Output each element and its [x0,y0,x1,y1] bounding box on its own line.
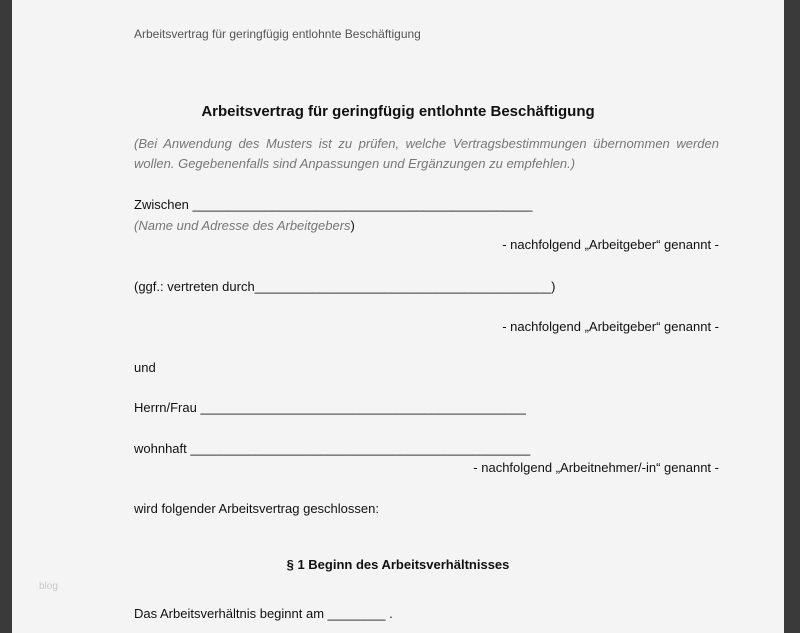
herrn-frau-line: Herrn/Frau _____________________________________________ [134,400,526,415]
document-title: Arbeitsvertrag für geringfügig entlohnte Beschäftigung [201,103,595,120]
beginn-line: Das Arbeitsverhältnis beginnt am ________ . [134,606,393,621]
wohnhaft-line: wohnhaft _______________________________________________ [134,441,531,456]
section-1-heading: § 1 Beginn des Arbeitsverhältnisses [286,557,510,572]
arbeitgeber-hint-paren: ) [350,218,355,233]
nachfolgend-arbeitgeber-2: - nachfolgend „Arbeitgeber“ genannt - [502,319,719,334]
vertreten-line: (ggf.: vertreten durch_________________________________________) [134,279,556,294]
geschlossen-text: wird folgender Arbeitsvertrag geschlossen: [134,501,379,516]
nachfolgend-arbeitnehmer: - nachfolgend „Arbeitnehmer/-in“ genannt - [473,460,719,475]
arbeitgeber-hint [134,218,355,233]
document-header: Arbeitsvertrag für geringfügig entlohnte Beschäftigung [134,27,421,41]
nachfolgend-arbeitgeber-1: - nachfolgend „Arbeitgeber“ genannt - [502,237,719,252]
und-text: und [134,360,156,375]
document-page [12,0,784,633]
blog-watermark: blog [39,581,58,592]
arbeitgeber-hint-text: (Name und Adresse des Arbeitgebers [134,218,351,233]
usage-note: (Bei Anwendung des Musters ist zu prüfen, welche Vertragsbestimmungen übernommen werden wollen. Gegebenenfalls sind Anpassungen und Ergänzungen zu empfehlen.) [134,136,719,171]
zwischen-line: Zwischen _______________________________________________ [134,197,533,212]
